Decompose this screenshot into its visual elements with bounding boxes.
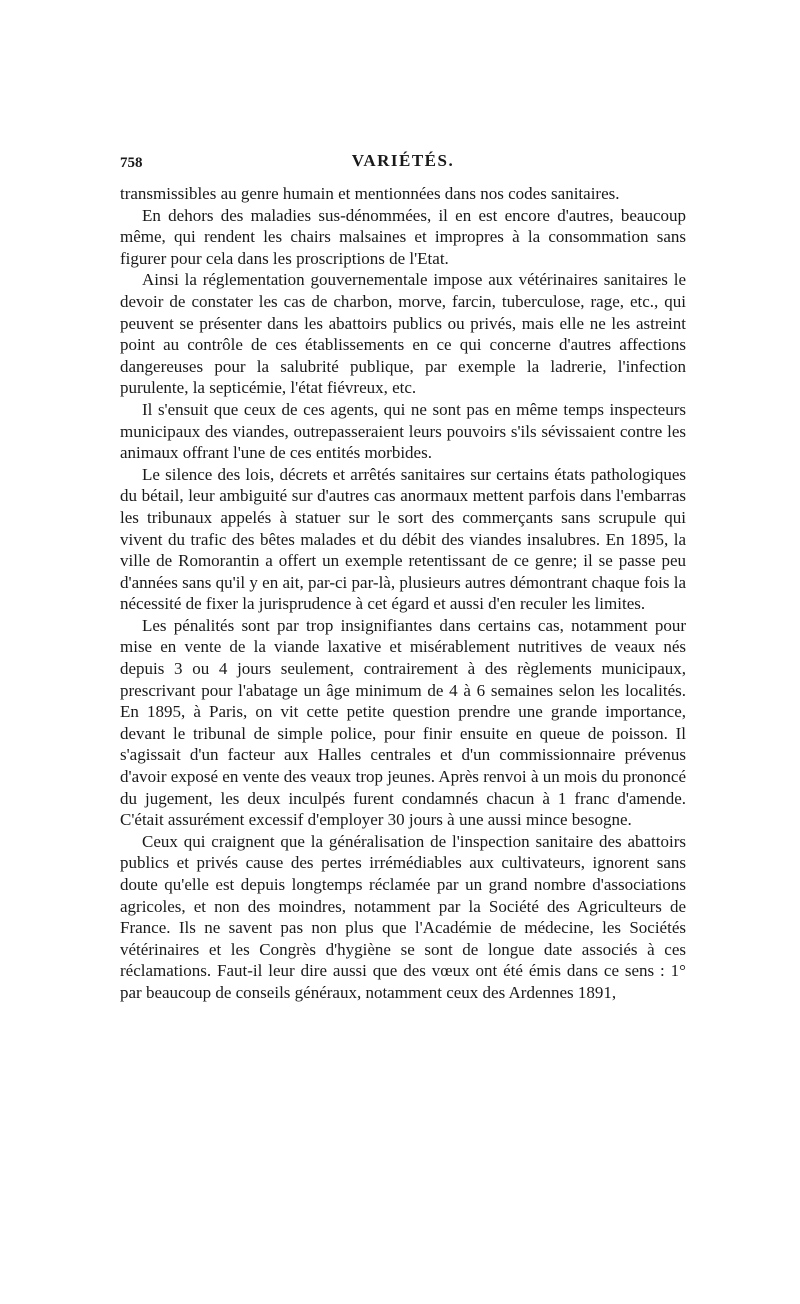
paragraph: Ainsi la réglementation gouvernementale impose aux vétérinaires sanitaires le devoir de constater les cas de charbon, morve, farcin, tuberculose, rage, etc., qui peuvent se présenter dans les abattoirs publics ou privés, mais elle ne les astreint point au contrôle de ces établissements en ce qui concerne d'autres affections dangereuses pour la salubrité publique, par exemple la ladrerie, l'infection purulente, la septicémie, l'état fiévreux, etc. — [120, 270, 686, 398]
page-number: 758 — [120, 155, 143, 171]
paragraph-continued: transmissibles au genre humain et mentionnées dans nos codes sanitaires. — [120, 184, 620, 203]
paragraph: Le silence des lois, décrets et arrêtés sanitaires sur certains états pathologiques du bétail, leur ambiguité sur d'autres cas anormaux mettent parfois dans l'embarras les tribunaux appelés à statuer sur le sort des commerçants sans scrupule qui vivent du trafic des bêtes malades et du débit des viandes insalubres. En 1895, la ville de Romorantin a offert un exemple retentissant de ce genre; il se passe peu d'années sans qu'il y en ait, par-ci par-là, plusieurs autres démontrant chaque fois la nécessité de fixer la jurisprudence à cet égard et aussi d'en reculer les limites. — [120, 464, 686, 614]
paragraph: En dehors des maladies sus-dénommées, il en est encore d'autres, beaucoup même, qui rendent les chairs malsaines et impropres à la consommation sans figurer pour cela dans les proscriptions de l'Etat. — [120, 205, 686, 268]
paragraph: Il s'ensuit que ceux de ces agents, qui ne sont pas en même temps inspecteurs municipaux des viandes, outrepasseraient leurs pouvoirs s'ils sévissaient contre les animaux offrant l'une de ces entités morbides. — [120, 399, 686, 463]
document-page — [120, 151, 686, 1004]
running-title: VARIÉTÉS. — [351, 151, 455, 170]
body-text — [120, 183, 686, 1004]
page-header — [120, 151, 686, 177]
paragraph: Ceux qui craignent que la généralisation de l'inspection sanitaire des abattoirs publics et privés cause des pertes irrémédiables aux cultivateurs, ignorent sans doute qu'elle est depuis longtemps réclamée par un grand nombre d'associations agricoles, et non des moindres, notamment par la Société des Agriculteurs de France. Ils ne savent pas non plus que l'Académie de médecine, les Sociétés vétérinaires et les Congrès d'hygiène se sont de longue date associés à ces réclamations. Faut-il leur dire aussi que des vœux ont été émis dans ce sens : 1° par beaucoup de conseils généraux, notamment ceux des Ardennes 1891, — [120, 831, 686, 1002]
paragraph: Les pénalités sont par trop insignifiantes dans certains cas, notamment pour mise en vente de la viande laxative et misérablement nutritives de veaux nés depuis 3 ou 4 jours seulement, contrairement à des règlements municipaux, prescrivant pour l'abatage un âge minimum de 4 à 6 semaines selon les localités. En 1895, à Paris, on vit cette petite question prendre une grande importance, devant le tribunal de simple police, pour finir ensuite en queue de poisson. Il s'agissait d'un facteur aux Halles centrales et d'un commissionnaire prévenus d'avoir exposé en vente des veaux trop jeunes. Après renvoi à un mois du prononcé du jugement, les deux inculpés furent condamnés chacun à 1 franc d'amende. C'était assurément excessif d'employer 30 jours à une aussi mince besogne. — [120, 615, 686, 830]
